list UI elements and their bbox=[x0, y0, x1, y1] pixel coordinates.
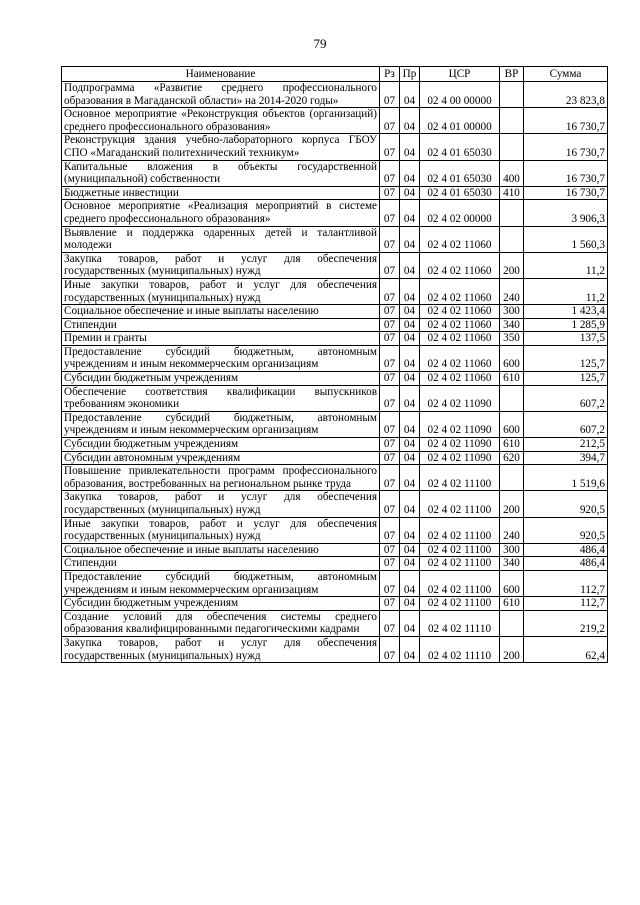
row-name: Обеспечение соответствия квалификации выпускников требованиям экономики bbox=[62, 385, 380, 411]
header-vr: ВР bbox=[500, 67, 524, 82]
row-name: Капитальные вложения в объекты государственной (муниципальной) собственности bbox=[62, 160, 380, 186]
row-pr: 04 bbox=[400, 108, 420, 134]
row-csr: 02 4 02 11100 bbox=[420, 491, 500, 517]
header-sum: Сумма bbox=[524, 67, 608, 82]
row-rz: 07 bbox=[380, 610, 400, 636]
row-name: Стипендии bbox=[62, 557, 380, 571]
row-vr: 610 bbox=[500, 372, 524, 386]
table-row bbox=[62, 438, 608, 452]
row-sum: 394,7 bbox=[524, 451, 608, 465]
row-pr: 04 bbox=[400, 610, 420, 636]
row-rz: 07 bbox=[380, 597, 400, 611]
row-csr: 02 4 02 11100 bbox=[420, 570, 500, 596]
row-pr: 04 bbox=[400, 186, 420, 200]
row-csr: 02 4 00 00000 bbox=[420, 82, 500, 108]
row-rz: 07 bbox=[380, 345, 400, 371]
table-row bbox=[62, 385, 608, 411]
table-row bbox=[62, 636, 608, 662]
header-row bbox=[62, 67, 608, 82]
table-row bbox=[62, 570, 608, 596]
row-vr: 620 bbox=[500, 451, 524, 465]
row-sum: 125,7 bbox=[524, 372, 608, 386]
row-name: Субсидии бюджетным учреждениям bbox=[62, 438, 380, 452]
row-name: Закупка товаров, работ и услуг для обеспечения государственных (муниципальных) нужд bbox=[62, 252, 380, 278]
row-csr: 02 4 02 11100 bbox=[420, 465, 500, 491]
row-sum: 112,7 bbox=[524, 597, 608, 611]
row-rz: 07 bbox=[380, 134, 400, 160]
row-sum: 1 519,6 bbox=[524, 465, 608, 491]
row-rz: 07 bbox=[380, 318, 400, 332]
row-vr bbox=[500, 385, 524, 411]
table-row bbox=[62, 451, 608, 465]
row-rz: 07 bbox=[380, 411, 400, 437]
row-pr: 04 bbox=[400, 82, 420, 108]
row-rz: 07 bbox=[380, 570, 400, 596]
row-pr: 04 bbox=[400, 345, 420, 371]
row-sum: 112,7 bbox=[524, 570, 608, 596]
table-row bbox=[62, 278, 608, 304]
row-sum: 62,4 bbox=[524, 636, 608, 662]
row-rz: 07 bbox=[380, 451, 400, 465]
row-pr: 04 bbox=[400, 278, 420, 304]
row-csr: 02 4 01 65030 bbox=[420, 134, 500, 160]
row-pr: 04 bbox=[400, 411, 420, 437]
row-vr: 610 bbox=[500, 597, 524, 611]
table-row bbox=[62, 252, 608, 278]
row-vr bbox=[500, 200, 524, 226]
row-name: Выявление и поддержка одаренных детей и талантливой молодежи bbox=[62, 226, 380, 252]
row-rz: 07 bbox=[380, 200, 400, 226]
row-name: Иные закупки товаров, работ и услуг для обеспечения государственных (муниципальных) нужд bbox=[62, 278, 380, 304]
table-row bbox=[62, 200, 608, 226]
row-pr: 04 bbox=[400, 636, 420, 662]
row-pr: 04 bbox=[400, 200, 420, 226]
row-vr: 340 bbox=[500, 557, 524, 571]
row-csr: 02 4 02 11060 bbox=[420, 278, 500, 304]
row-sum: 125,7 bbox=[524, 345, 608, 371]
row-csr: 02 4 02 11060 bbox=[420, 318, 500, 332]
row-vr bbox=[500, 134, 524, 160]
row-pr: 04 bbox=[400, 226, 420, 252]
row-csr: 02 4 02 11090 bbox=[420, 438, 500, 452]
row-rz: 07 bbox=[380, 332, 400, 346]
row-sum: 11,2 bbox=[524, 278, 608, 304]
row-pr: 04 bbox=[400, 570, 420, 596]
row-name: Бюджетные инвестиции bbox=[62, 186, 380, 200]
row-csr: 02 4 02 11060 bbox=[420, 305, 500, 319]
row-rz: 07 bbox=[380, 108, 400, 134]
row-rz: 07 bbox=[380, 252, 400, 278]
row-name: Субсидии автономным учреждениям bbox=[62, 451, 380, 465]
row-vr bbox=[500, 465, 524, 491]
row-sum: 3 906,3 bbox=[524, 200, 608, 226]
row-name: Субсидии бюджетным учреждениям bbox=[62, 372, 380, 386]
row-csr: 02 4 02 11100 bbox=[420, 597, 500, 611]
table-row bbox=[62, 160, 608, 186]
table-row bbox=[62, 186, 608, 200]
table-row bbox=[62, 345, 608, 371]
row-sum: 486,4 bbox=[524, 557, 608, 571]
row-csr: 02 4 02 11060 bbox=[420, 372, 500, 386]
row-rz: 07 bbox=[380, 636, 400, 662]
table-header bbox=[62, 67, 608, 82]
table-row bbox=[62, 332, 608, 346]
row-pr: 04 bbox=[400, 543, 420, 557]
row-sum: 607,2 bbox=[524, 411, 608, 437]
row-sum: 1 560,3 bbox=[524, 226, 608, 252]
row-name: Стипендии bbox=[62, 318, 380, 332]
row-name: Предоставление субсидий бюджетным, автономным учреждениям и иным некоммерческим организациям bbox=[62, 345, 380, 371]
row-csr: 02 4 02 11060 bbox=[420, 332, 500, 346]
row-pr: 04 bbox=[400, 385, 420, 411]
row-vr: 610 bbox=[500, 438, 524, 452]
row-sum: 607,2 bbox=[524, 385, 608, 411]
row-csr: 02 4 02 11090 bbox=[420, 411, 500, 437]
table-row bbox=[62, 305, 608, 319]
row-name: Основное мероприятие «Реализация мероприятий в системе среднего профессионального образования» bbox=[62, 200, 380, 226]
row-vr: 240 bbox=[500, 278, 524, 304]
row-rz: 07 bbox=[380, 557, 400, 571]
row-pr: 04 bbox=[400, 438, 420, 452]
row-vr bbox=[500, 82, 524, 108]
header-csr: ЦСР bbox=[420, 67, 500, 82]
row-csr: 02 4 02 11090 bbox=[420, 385, 500, 411]
row-rz: 07 bbox=[380, 465, 400, 491]
row-vr: 400 bbox=[500, 160, 524, 186]
row-rz: 07 bbox=[380, 438, 400, 452]
row-sum: 16 730,7 bbox=[524, 134, 608, 160]
row-rz: 07 bbox=[380, 278, 400, 304]
row-vr: 300 bbox=[500, 305, 524, 319]
row-sum: 212,5 bbox=[524, 438, 608, 452]
header-name: Наименование bbox=[62, 67, 380, 82]
table-row bbox=[62, 491, 608, 517]
table-row bbox=[62, 610, 608, 636]
row-csr: 02 4 02 11100 bbox=[420, 517, 500, 543]
page-number: 79 bbox=[313, 36, 327, 51]
table-row bbox=[62, 82, 608, 108]
row-sum: 920,5 bbox=[524, 491, 608, 517]
header-rz: Рз bbox=[380, 67, 400, 82]
row-rz: 07 bbox=[380, 160, 400, 186]
row-vr: 300 bbox=[500, 543, 524, 557]
row-name: Предоставление субсидий бюджетным, автономным учреждениям и иным некоммерческим организациям bbox=[62, 411, 380, 437]
row-name: Премии и гранты bbox=[62, 332, 380, 346]
row-sum: 920,5 bbox=[524, 517, 608, 543]
row-vr: 600 bbox=[500, 345, 524, 371]
row-vr: 340 bbox=[500, 318, 524, 332]
row-csr: 02 4 01 65030 bbox=[420, 160, 500, 186]
row-csr: 02 4 02 11060 bbox=[420, 226, 500, 252]
row-vr: 200 bbox=[500, 636, 524, 662]
row-rz: 07 bbox=[380, 82, 400, 108]
row-sum: 486,4 bbox=[524, 543, 608, 557]
row-name: Предоставление субсидий бюджетным, автономным учреждениям и иным некоммерческим организациям bbox=[62, 570, 380, 596]
row-vr bbox=[500, 108, 524, 134]
row-csr: 02 4 01 00000 bbox=[420, 108, 500, 134]
row-name: Основное мероприятие «Реконструкция объектов (организаций) среднего профессионального образования» bbox=[62, 108, 380, 134]
row-vr: 600 bbox=[500, 570, 524, 596]
row-vr: 240 bbox=[500, 517, 524, 543]
row-rz: 07 bbox=[380, 491, 400, 517]
table-row bbox=[62, 411, 608, 437]
row-csr: 02 4 02 00000 bbox=[420, 200, 500, 226]
row-pr: 04 bbox=[400, 491, 420, 517]
row-vr bbox=[500, 226, 524, 252]
table-row bbox=[62, 557, 608, 571]
row-sum: 1 423,4 bbox=[524, 305, 608, 319]
row-rz: 07 bbox=[380, 305, 400, 319]
row-vr: 350 bbox=[500, 332, 524, 346]
row-vr bbox=[500, 610, 524, 636]
row-pr: 04 bbox=[400, 318, 420, 332]
row-csr: 02 4 02 11060 bbox=[420, 345, 500, 371]
row-sum: 16 730,7 bbox=[524, 108, 608, 134]
row-name: Повышение привлекательности программ профессионального образования, востребованных на региональном рынке труда bbox=[62, 465, 380, 491]
table-row bbox=[62, 372, 608, 386]
table-row bbox=[62, 543, 608, 557]
table-body bbox=[62, 82, 608, 663]
row-name: Социальное обеспечение и иные выплаты населению bbox=[62, 543, 380, 557]
table-row bbox=[62, 517, 608, 543]
row-sum: 16 730,7 bbox=[524, 160, 608, 186]
row-pr: 04 bbox=[400, 305, 420, 319]
row-name: Создание условий для обеспечения системы среднего образования квалифицированными педагогическими кадрами bbox=[62, 610, 380, 636]
row-name: Реконструкция здания учебно-лабораторного корпуса ГБОУ СПО «Магаданский политехнический техникум» bbox=[62, 134, 380, 160]
table-row bbox=[62, 318, 608, 332]
row-name: Закупка товаров, работ и услуг для обеспечения государственных (муниципальных) нужд bbox=[62, 636, 380, 662]
row-vr: 600 bbox=[500, 411, 524, 437]
row-name: Социальное обеспечение и иные выплаты населению bbox=[62, 305, 380, 319]
row-sum: 11,2 bbox=[524, 252, 608, 278]
row-rz: 07 bbox=[380, 543, 400, 557]
row-rz: 07 bbox=[380, 372, 400, 386]
table-row bbox=[62, 597, 608, 611]
row-sum: 1 285,9 bbox=[524, 318, 608, 332]
row-pr: 04 bbox=[400, 557, 420, 571]
row-sum: 219,2 bbox=[524, 610, 608, 636]
table-row bbox=[62, 134, 608, 160]
row-pr: 04 bbox=[400, 252, 420, 278]
row-rz: 07 bbox=[380, 517, 400, 543]
row-pr: 04 bbox=[400, 597, 420, 611]
row-pr: 04 bbox=[400, 451, 420, 465]
row-rz: 07 bbox=[380, 385, 400, 411]
row-name: Подпрограмма «Развитие среднего профессионального образования в Магаданской области» на 2014-2020 годы» bbox=[62, 82, 380, 108]
row-vr: 200 bbox=[500, 491, 524, 517]
budget-table bbox=[61, 66, 608, 663]
row-rz: 07 bbox=[380, 226, 400, 252]
row-pr: 04 bbox=[400, 160, 420, 186]
row-csr: 02 4 02 11110 bbox=[420, 610, 500, 636]
row-pr: 04 bbox=[400, 465, 420, 491]
row-pr: 04 bbox=[400, 134, 420, 160]
row-sum: 16 730,7 bbox=[524, 186, 608, 200]
row-csr: 02 4 02 11090 bbox=[420, 451, 500, 465]
row-vr: 410 bbox=[500, 186, 524, 200]
row-pr: 04 bbox=[400, 372, 420, 386]
table-row bbox=[62, 226, 608, 252]
table-row bbox=[62, 108, 608, 134]
row-csr: 02 4 02 11110 bbox=[420, 636, 500, 662]
row-pr: 04 bbox=[400, 332, 420, 346]
row-csr: 02 4 02 11060 bbox=[420, 252, 500, 278]
header-pr: Пр bbox=[400, 67, 420, 82]
row-rz: 07 bbox=[380, 186, 400, 200]
row-csr: 02 4 01 65030 bbox=[420, 186, 500, 200]
table-row bbox=[62, 465, 608, 491]
row-name: Субсидии бюджетным учреждениям bbox=[62, 597, 380, 611]
row-sum: 23 823,8 bbox=[524, 82, 608, 108]
row-csr: 02 4 02 11100 bbox=[420, 543, 500, 557]
row-sum: 137,5 bbox=[524, 332, 608, 346]
row-name: Иные закупки товаров, работ и услуг для обеспечения государственных (муниципальных) нужд bbox=[62, 517, 380, 543]
row-csr: 02 4 02 11100 bbox=[420, 557, 500, 571]
row-name: Закупка товаров, работ и услуг для обеспечения государственных (муниципальных) нужд bbox=[62, 491, 380, 517]
row-pr: 04 bbox=[400, 517, 420, 543]
row-vr: 200 bbox=[500, 252, 524, 278]
